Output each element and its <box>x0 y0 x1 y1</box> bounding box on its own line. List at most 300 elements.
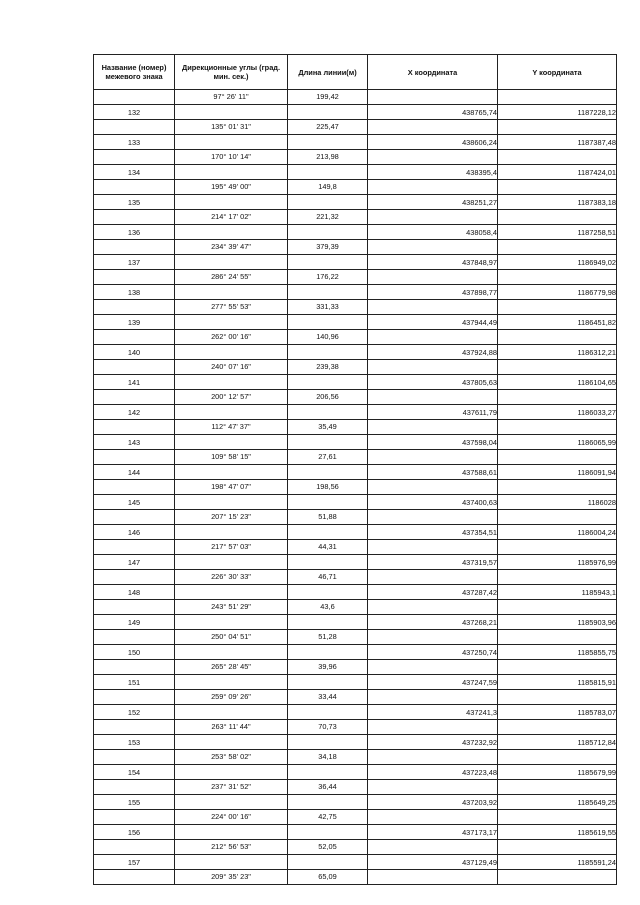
empty-cell <box>288 465 368 480</box>
empty-cell <box>368 120 498 135</box>
empty-cell <box>498 630 617 645</box>
y-coordinate-cell: 1186033,27 <box>498 405 617 420</box>
point-row <box>94 195 617 210</box>
length-cell: 239,38 <box>288 360 368 375</box>
empty-cell <box>368 90 498 105</box>
empty-cell <box>288 675 368 690</box>
y-coordinate-cell: 1187424,01 <box>498 165 617 180</box>
empty-cell <box>368 180 498 195</box>
segment-row <box>94 540 617 555</box>
point-row <box>94 645 617 660</box>
empty-cell <box>288 315 368 330</box>
y-coordinate-cell: 1186451,82 <box>498 315 617 330</box>
segment-row <box>94 660 617 675</box>
point-name-cell: 141 <box>94 375 175 390</box>
segment-row <box>94 300 617 315</box>
empty-cell <box>498 180 617 195</box>
length-cell: 140,96 <box>288 330 368 345</box>
y-coordinate-cell: 1185783,07 <box>498 705 617 720</box>
x-coordinate-cell: 437924,88 <box>368 345 498 360</box>
empty-cell <box>175 495 288 510</box>
empty-cell <box>175 135 288 150</box>
empty-cell <box>94 810 175 825</box>
empty-cell <box>288 735 368 750</box>
segment-row <box>94 690 617 705</box>
length-cell: 51,88 <box>288 510 368 525</box>
point-row <box>94 495 617 510</box>
empty-cell <box>175 765 288 780</box>
y-coordinate-cell: 1187228,12 <box>498 105 617 120</box>
point-row <box>94 135 617 150</box>
x-coordinate-cell: 437611,79 <box>368 405 498 420</box>
point-row <box>94 465 617 480</box>
length-cell: 33,44 <box>288 690 368 705</box>
angle-cell: 265° 28' 45" <box>175 660 288 675</box>
x-coordinate-cell: 437944,49 <box>368 315 498 330</box>
empty-cell <box>368 360 498 375</box>
y-coordinate-cell: 1186004,24 <box>498 525 617 540</box>
empty-cell <box>498 750 617 765</box>
point-name-cell: 132 <box>94 105 175 120</box>
point-name-cell: 154 <box>94 765 175 780</box>
table-body <box>94 90 617 885</box>
empty-cell <box>94 570 175 585</box>
empty-cell <box>368 540 498 555</box>
empty-cell <box>94 270 175 285</box>
y-coordinate-cell: 1185976,99 <box>498 555 617 570</box>
length-cell: 44,31 <box>288 540 368 555</box>
point-name-cell: 135 <box>94 195 175 210</box>
y-coordinate-cell: 1186312,21 <box>498 345 617 360</box>
point-name-cell: 157 <box>94 855 175 870</box>
empty-cell <box>175 435 288 450</box>
empty-cell <box>368 690 498 705</box>
empty-cell <box>288 645 368 660</box>
empty-cell <box>94 420 175 435</box>
point-row <box>94 675 617 690</box>
segment-row <box>94 570 617 585</box>
empty-cell <box>288 285 368 300</box>
segment-row <box>94 630 617 645</box>
empty-cell <box>498 270 617 285</box>
angle-cell: 109° 58' 15" <box>175 450 288 465</box>
segment-row <box>94 810 617 825</box>
empty-cell <box>368 150 498 165</box>
x-coordinate-cell: 437287,42 <box>368 585 498 600</box>
segment-row <box>94 510 617 525</box>
point-name-cell: 150 <box>94 645 175 660</box>
segment-row <box>94 450 617 465</box>
empty-cell <box>288 255 368 270</box>
length-cell: 51,28 <box>288 630 368 645</box>
segment-row <box>94 780 617 795</box>
point-name-cell: 155 <box>94 795 175 810</box>
empty-cell <box>288 765 368 780</box>
y-coordinate-cell: 1186104,65 <box>498 375 617 390</box>
y-coordinate-cell: 1185855,75 <box>498 645 617 660</box>
point-name-cell: 144 <box>94 465 175 480</box>
length-cell: 379,39 <box>288 240 368 255</box>
empty-cell <box>175 165 288 180</box>
empty-cell <box>288 405 368 420</box>
point-name-cell: 145 <box>94 495 175 510</box>
point-name-cell: 142 <box>94 405 175 420</box>
empty-cell <box>94 360 175 375</box>
empty-cell <box>498 360 617 375</box>
length-cell: 225,47 <box>288 120 368 135</box>
length-cell: 331,33 <box>288 300 368 315</box>
empty-cell <box>94 690 175 705</box>
empty-cell <box>175 555 288 570</box>
angle-cell: 240° 07' 16" <box>175 360 288 375</box>
point-name-cell: 133 <box>94 135 175 150</box>
empty-cell <box>498 660 617 675</box>
segment-row <box>94 210 617 225</box>
length-cell: 70,73 <box>288 720 368 735</box>
empty-cell <box>94 840 175 855</box>
empty-cell <box>94 120 175 135</box>
empty-cell <box>368 300 498 315</box>
empty-cell <box>94 750 175 765</box>
length-cell: 213,98 <box>288 150 368 165</box>
empty-cell <box>498 780 617 795</box>
x-coordinate-cell: 437898,77 <box>368 285 498 300</box>
empty-cell <box>175 255 288 270</box>
segment-row <box>94 180 617 195</box>
empty-cell <box>498 330 617 345</box>
point-row <box>94 735 617 750</box>
point-name-cell: 153 <box>94 735 175 750</box>
angle-cell: 263° 11' 44" <box>175 720 288 735</box>
empty-cell <box>498 390 617 405</box>
empty-cell <box>498 480 617 495</box>
angle-cell: 112° 47' 37" <box>175 420 288 435</box>
x-coordinate-cell: 437805,63 <box>368 375 498 390</box>
y-coordinate-cell: 1187258,51 <box>498 225 617 240</box>
empty-cell <box>368 480 498 495</box>
segment-row <box>94 390 617 405</box>
coordinates-table <box>93 54 617 885</box>
segment-row <box>94 120 617 135</box>
segment-row <box>94 600 617 615</box>
angle-cell: 286° 24' 55" <box>175 270 288 285</box>
empty-cell <box>175 525 288 540</box>
x-coordinate-cell: 437354,51 <box>368 525 498 540</box>
empty-cell <box>94 510 175 525</box>
empty-cell <box>175 825 288 840</box>
point-name-cell: 151 <box>94 675 175 690</box>
empty-cell <box>498 420 617 435</box>
empty-cell <box>288 135 368 150</box>
angle-cell: 234° 39' 47" <box>175 240 288 255</box>
x-coordinate-cell: 438765,74 <box>368 105 498 120</box>
empty-cell <box>94 450 175 465</box>
empty-cell <box>368 870 498 885</box>
empty-cell <box>368 240 498 255</box>
length-cell: 198,56 <box>288 480 368 495</box>
empty-cell <box>498 690 617 705</box>
empty-cell <box>498 240 617 255</box>
empty-cell <box>175 465 288 480</box>
empty-cell <box>368 840 498 855</box>
empty-cell <box>94 150 175 165</box>
empty-cell <box>368 210 498 225</box>
empty-cell <box>498 120 617 135</box>
y-coordinate-cell: 1186065,99 <box>498 435 617 450</box>
angle-cell: 209° 35' 23" <box>175 870 288 885</box>
segment-row <box>94 750 617 765</box>
empty-cell <box>175 285 288 300</box>
angle-cell: 170° 10' 14" <box>175 150 288 165</box>
empty-cell <box>498 510 617 525</box>
length-cell: 206,56 <box>288 390 368 405</box>
angle-cell: 250° 04' 51" <box>175 630 288 645</box>
angle-cell: 135° 01' 31" <box>175 120 288 135</box>
point-name-cell: 156 <box>94 825 175 840</box>
point-name-cell: 139 <box>94 315 175 330</box>
point-row <box>94 765 617 780</box>
empty-cell <box>94 300 175 315</box>
angle-cell: 262° 00' 16" <box>175 330 288 345</box>
header-x: X координата <box>368 55 498 90</box>
point-row <box>94 705 617 720</box>
length-cell: 27,61 <box>288 450 368 465</box>
x-coordinate-cell: 437247,59 <box>368 675 498 690</box>
empty-cell <box>498 810 617 825</box>
empty-cell <box>498 300 617 315</box>
y-coordinate-cell: 1185679,99 <box>498 765 617 780</box>
empty-cell <box>94 780 175 795</box>
length-cell: 35,49 <box>288 420 368 435</box>
empty-cell <box>498 150 617 165</box>
empty-cell <box>94 870 175 885</box>
empty-cell <box>288 195 368 210</box>
x-coordinate-cell: 437588,61 <box>368 465 498 480</box>
y-coordinate-cell: 1185712,84 <box>498 735 617 750</box>
empty-cell <box>498 450 617 465</box>
empty-cell <box>175 195 288 210</box>
empty-cell <box>368 600 498 615</box>
empty-cell <box>94 330 175 345</box>
empty-cell <box>94 240 175 255</box>
empty-cell <box>94 180 175 195</box>
segment-row <box>94 720 617 735</box>
empty-cell <box>288 705 368 720</box>
point-row <box>94 585 617 600</box>
point-name-cell: 148 <box>94 585 175 600</box>
x-coordinate-cell: 437250,74 <box>368 645 498 660</box>
point-row <box>94 405 617 420</box>
length-cell: 65,09 <box>288 870 368 885</box>
point-name-cell: 149 <box>94 615 175 630</box>
length-cell: 199,42 <box>288 90 368 105</box>
empty-cell <box>94 600 175 615</box>
empty-cell <box>498 840 617 855</box>
empty-cell <box>368 570 498 585</box>
point-row <box>94 555 617 570</box>
length-cell: 46,71 <box>288 570 368 585</box>
segment-row <box>94 870 617 885</box>
empty-cell <box>288 615 368 630</box>
angle-cell: 226° 30' 33" <box>175 570 288 585</box>
empty-cell <box>175 105 288 120</box>
angle-cell: 243° 51' 29" <box>175 600 288 615</box>
header-y: Y координата <box>498 55 617 90</box>
point-name-cell: 138 <box>94 285 175 300</box>
angle-cell: 195° 49' 00" <box>175 180 288 195</box>
empty-cell <box>368 720 498 735</box>
point-row <box>94 855 617 870</box>
point-row <box>94 315 617 330</box>
empty-cell <box>175 735 288 750</box>
y-coordinate-cell: 1185619,55 <box>498 825 617 840</box>
point-row <box>94 165 617 180</box>
segment-row <box>94 150 617 165</box>
point-name-cell: 147 <box>94 555 175 570</box>
empty-cell <box>498 90 617 105</box>
angle-cell: 237° 31' 52" <box>175 780 288 795</box>
empty-cell <box>368 630 498 645</box>
segment-row <box>94 90 617 105</box>
empty-cell <box>288 525 368 540</box>
empty-cell <box>288 345 368 360</box>
point-row <box>94 255 617 270</box>
angle-cell: 198° 47' 07" <box>175 480 288 495</box>
x-coordinate-cell: 437173,17 <box>368 825 498 840</box>
angle-cell: 259° 09' 26" <box>175 690 288 705</box>
empty-cell <box>94 480 175 495</box>
segment-row <box>94 330 617 345</box>
point-row <box>94 345 617 360</box>
empty-cell <box>94 660 175 675</box>
empty-cell <box>175 705 288 720</box>
length-cell: 176,22 <box>288 270 368 285</box>
empty-cell <box>368 810 498 825</box>
length-cell: 39,96 <box>288 660 368 675</box>
y-coordinate-cell: 1186091,94 <box>498 465 617 480</box>
x-coordinate-cell: 437223,48 <box>368 765 498 780</box>
empty-cell <box>368 780 498 795</box>
x-coordinate-cell: 438251,27 <box>368 195 498 210</box>
empty-cell <box>175 855 288 870</box>
point-name-cell: 152 <box>94 705 175 720</box>
angle-cell: 200° 12' 57" <box>175 390 288 405</box>
empty-cell <box>288 825 368 840</box>
empty-cell <box>288 105 368 120</box>
empty-cell <box>498 540 617 555</box>
point-row <box>94 435 617 450</box>
empty-cell <box>175 405 288 420</box>
empty-cell <box>498 600 617 615</box>
empty-cell <box>175 645 288 660</box>
empty-cell <box>498 870 617 885</box>
empty-cell <box>368 450 498 465</box>
angle-cell: 214° 17' 02" <box>175 210 288 225</box>
x-coordinate-cell: 437129,49 <box>368 855 498 870</box>
angle-cell: 277° 55' 53" <box>175 300 288 315</box>
x-coordinate-cell: 438606,24 <box>368 135 498 150</box>
x-coordinate-cell: 437400,63 <box>368 495 498 510</box>
empty-cell <box>368 330 498 345</box>
point-name-cell: 143 <box>94 435 175 450</box>
length-cell: 36,44 <box>288 780 368 795</box>
point-row <box>94 795 617 810</box>
empty-cell <box>175 585 288 600</box>
segment-row <box>94 420 617 435</box>
y-coordinate-cell: 1185649,25 <box>498 795 617 810</box>
y-coordinate-cell: 1187387,48 <box>498 135 617 150</box>
length-cell: 52,05 <box>288 840 368 855</box>
empty-cell <box>175 675 288 690</box>
empty-cell <box>288 555 368 570</box>
point-name-cell: 146 <box>94 525 175 540</box>
empty-cell <box>368 420 498 435</box>
segment-row <box>94 240 617 255</box>
empty-cell <box>498 720 617 735</box>
header-name: Название (номер) межевого знака <box>94 55 175 90</box>
y-coordinate-cell: 1186779,98 <box>498 285 617 300</box>
x-coordinate-cell: 438058,4 <box>368 225 498 240</box>
y-coordinate-cell: 1186949,02 <box>498 255 617 270</box>
length-cell: 43,6 <box>288 600 368 615</box>
point-name-cell: 140 <box>94 345 175 360</box>
angle-cell: 217° 57' 03" <box>175 540 288 555</box>
empty-cell <box>498 210 617 225</box>
empty-cell <box>288 585 368 600</box>
point-name-cell: 134 <box>94 165 175 180</box>
x-coordinate-cell: 437848,97 <box>368 255 498 270</box>
point-row <box>94 525 617 540</box>
empty-cell <box>175 345 288 360</box>
angle-cell: 224° 00' 16" <box>175 810 288 825</box>
length-cell: 221,32 <box>288 210 368 225</box>
x-coordinate-cell: 437598,04 <box>368 435 498 450</box>
empty-cell <box>94 720 175 735</box>
empty-cell <box>94 390 175 405</box>
segment-row <box>94 480 617 495</box>
angle-cell: 97° 26' 11" <box>175 90 288 105</box>
y-coordinate-cell: 1185591,24 <box>498 855 617 870</box>
point-row <box>94 105 617 120</box>
empty-cell <box>368 510 498 525</box>
empty-cell <box>288 855 368 870</box>
x-coordinate-cell: 437232,92 <box>368 735 498 750</box>
y-coordinate-cell: 1185943,1 <box>498 585 617 600</box>
y-coordinate-cell: 1185903,96 <box>498 615 617 630</box>
empty-cell <box>94 630 175 645</box>
point-name-cell: 137 <box>94 255 175 270</box>
x-coordinate-cell: 437203,92 <box>368 795 498 810</box>
empty-cell <box>288 375 368 390</box>
point-row <box>94 825 617 840</box>
y-coordinate-cell: 1187383,18 <box>498 195 617 210</box>
empty-cell <box>175 225 288 240</box>
angle-cell: 253° 58' 02" <box>175 750 288 765</box>
empty-cell <box>368 390 498 405</box>
empty-cell <box>94 210 175 225</box>
empty-cell <box>368 660 498 675</box>
empty-cell <box>288 495 368 510</box>
empty-cell <box>288 795 368 810</box>
empty-cell <box>368 270 498 285</box>
empty-cell <box>94 540 175 555</box>
point-row <box>94 285 617 300</box>
empty-cell <box>175 315 288 330</box>
empty-cell <box>94 90 175 105</box>
point-row <box>94 615 617 630</box>
segment-row <box>94 840 617 855</box>
header-length: Длина линии(м) <box>288 55 368 90</box>
